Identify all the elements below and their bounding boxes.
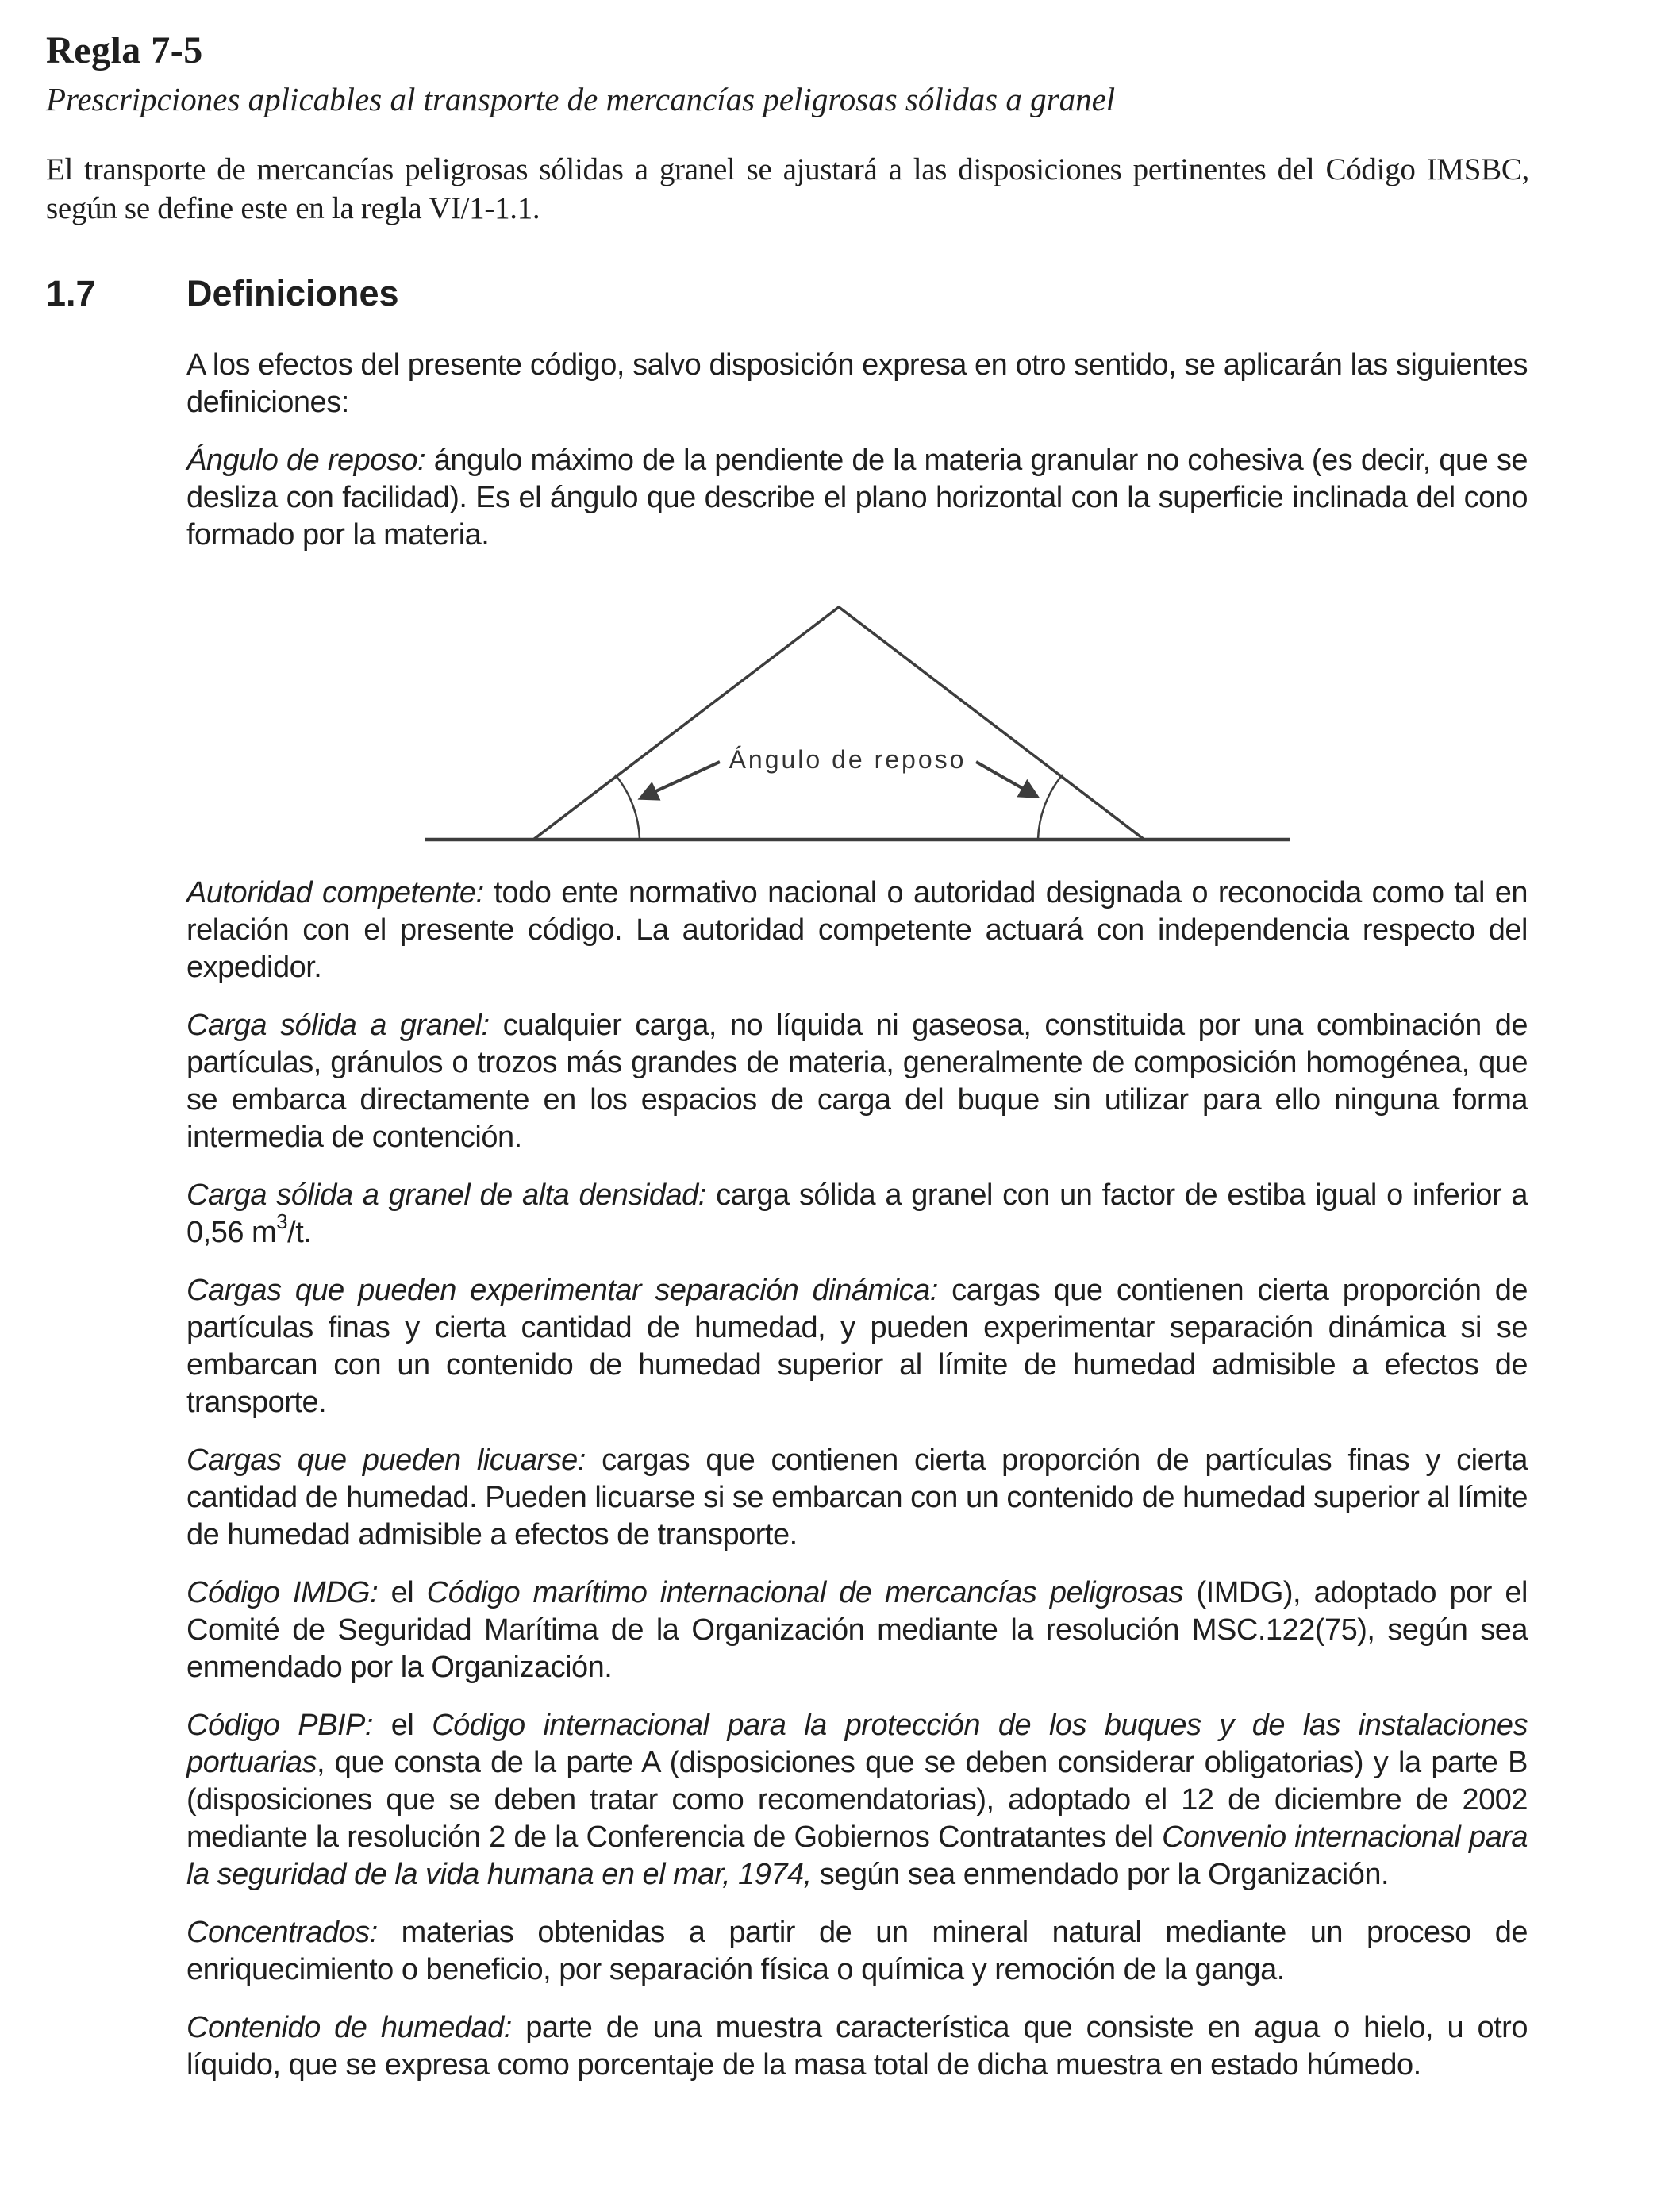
definition-term: Carga sólida a granel de alta densidad: [186, 1178, 706, 1213]
definitions-group-2 [186, 875, 1528, 2084]
definition-text: , que consta de la parte A (disposiciones que se deben considerar obligatorias) y la parte B (disposiciones que se deben tratar como recomendatorias), adoptado el 12 de diciembre de 2002 mediante la resolución 2 de la Conferencia de Gobiernos Contratantes del [186, 1746, 1528, 1855]
definition-text: según sea enmendado por la Organización. [811, 1858, 1390, 1892]
definition-paragraph-1 [186, 442, 1528, 554]
definition-text: parte de una muestra característica que consiste en agua o hielo, u otro líquido, que se expresa como porcentaje de la masa total de dicha muestra en estado húmedo. [186, 2011, 1528, 2082]
left-arrow [640, 762, 720, 798]
definition-term: Cargas que pueden experimentar separación dinámica: [186, 1274, 938, 1308]
right-arrow [976, 762, 1037, 797]
definition-term: Convenio internacional para la seguridad de la vida humana en el mar, 1974, [186, 1820, 1528, 1892]
rule-title: Regla 7-5 [46, 29, 203, 71]
intro-paragraph: El transporte de mercancías peligrosas sólidas a granel se ajustará a las disposiciones pertinentes del Código IMSBC, según se define este en la regla VI/1-1.1. [46, 152, 1529, 226]
definition-term: Ángulo de reposo: [186, 444, 426, 478]
definition-term: Código IMDG: [186, 1576, 379, 1610]
definition-paragraph-9 [186, 1914, 1528, 1989]
definitions-section [0, 274, 1680, 2084]
definition-text: carga sólida a granel con un factor de estiba igual o inferior a 0,56 m [186, 1178, 1528, 1250]
definition-term: Carga sólida a granel: [186, 1009, 490, 1043]
angle-of-repose-diagram [425, 570, 1290, 854]
repose-triangle [533, 607, 1144, 840]
definition-text: cargas que contienen cierta proporción de partículas finas y cierta cantidad de humedad. Pueden licuarse si se embarcan con un contenido de humedad superior al límite de humedad admisible a efectos de transporte. [186, 1444, 1528, 1552]
angle-of-repose-figure [186, 570, 1528, 854]
definition-paragraph-5 [186, 1272, 1528, 1421]
doc-header [46, 30, 1529, 228]
definition-text: materias obtenidas a partir de un mineral natural mediante un proceso de enriquecimiento o beneficio, por separación física o química y remoción de la ganga. [186, 1916, 1528, 1987]
rule-subtitle: Prescripciones aplicables al transporte de mercancías peligrosas sólidas a granel [46, 80, 1116, 117]
definition-term: Código PBIP: [186, 1709, 373, 1743]
definition-text: el [372, 1709, 432, 1743]
definition-paragraph-3 [186, 1007, 1528, 1156]
section-heading [46, 274, 1529, 313]
definition-paragraph-2 [186, 875, 1528, 986]
definition-term: Contenido de humedad: [186, 2011, 512, 2045]
right-angle-arc [1038, 775, 1063, 839]
section-number: 1.7 [46, 273, 96, 314]
figure-label: Ángulo de reposo [729, 745, 967, 775]
section-title: Definiciones [186, 273, 399, 314]
definition-term: Autoridad competente: [186, 876, 484, 910]
definition-paragraph-6 [186, 1442, 1528, 1554]
definition-term: Cargas que pueden licuarse: [186, 1444, 586, 1478]
definition-text: todo ente normativo nacional o autoridad designada o reconocida como tal en relación con el presente código. La autoridad competente actuará con independencia respecto del expedidor. [186, 876, 1528, 985]
definition-paragraph-10 [186, 2009, 1528, 2084]
definition-text: /t. [287, 1216, 312, 1250]
definition-term: Código marítimo internacional de mercancías peligrosas [426, 1576, 1184, 1610]
section-body [186, 347, 1528, 2084]
definition-text: cualquier carga, no líquida ni gaseosa, constituida por una combinación de partículas, gránulos o trozos más grandes de materia, generalmente de composición homogénea, que se embarca directamente en los espacios de carga del buque sin utilizar para ello ninguna forma intermedia de contención. [186, 1009, 1528, 1155]
definition-paragraph-4 [186, 1177, 1528, 1251]
left-angle-arc [615, 775, 640, 839]
definition-text: ángulo máximo de la pendiente de la materia granular no cohesiva (es decir, que se desliza con facilidad). Es el ángulo que describe el plano horizontal con la superficie inclinada del cono formado por la materia. [186, 444, 1528, 552]
definitions-group-1 [186, 442, 1528, 554]
definition-text: cargas que contienen cierta proporción de partículas finas y cierta cantidad de humedad, y pueden experimentar separación dinámica si se embarcan con un contenido de humedad superior al límite de humedad admisible a efectos de transporte. [186, 1274, 1528, 1420]
definition-text: 3 [276, 1209, 288, 1233]
definition-paragraph-7 [186, 1574, 1528, 1686]
lead-paragraph: A los efectos del presente código, salvo disposición expresa en otro sentido, se aplicarán las siguientes definiciones: [186, 348, 1528, 420]
definition-term: Concentrados: [186, 1916, 378, 1950]
definition-text: (IMDG), adoptado por el Comité de Seguridad Marítima de la Organización mediante la resolución MSC.122(75), según sea enmendado por la Organización. [186, 1576, 1528, 1685]
definition-term: Código internacional para la protección de los buques y de las instalaciones portuarias [186, 1709, 1528, 1780]
definition-text: el [378, 1576, 427, 1610]
definition-paragraph-8 [186, 1707, 1528, 1894]
